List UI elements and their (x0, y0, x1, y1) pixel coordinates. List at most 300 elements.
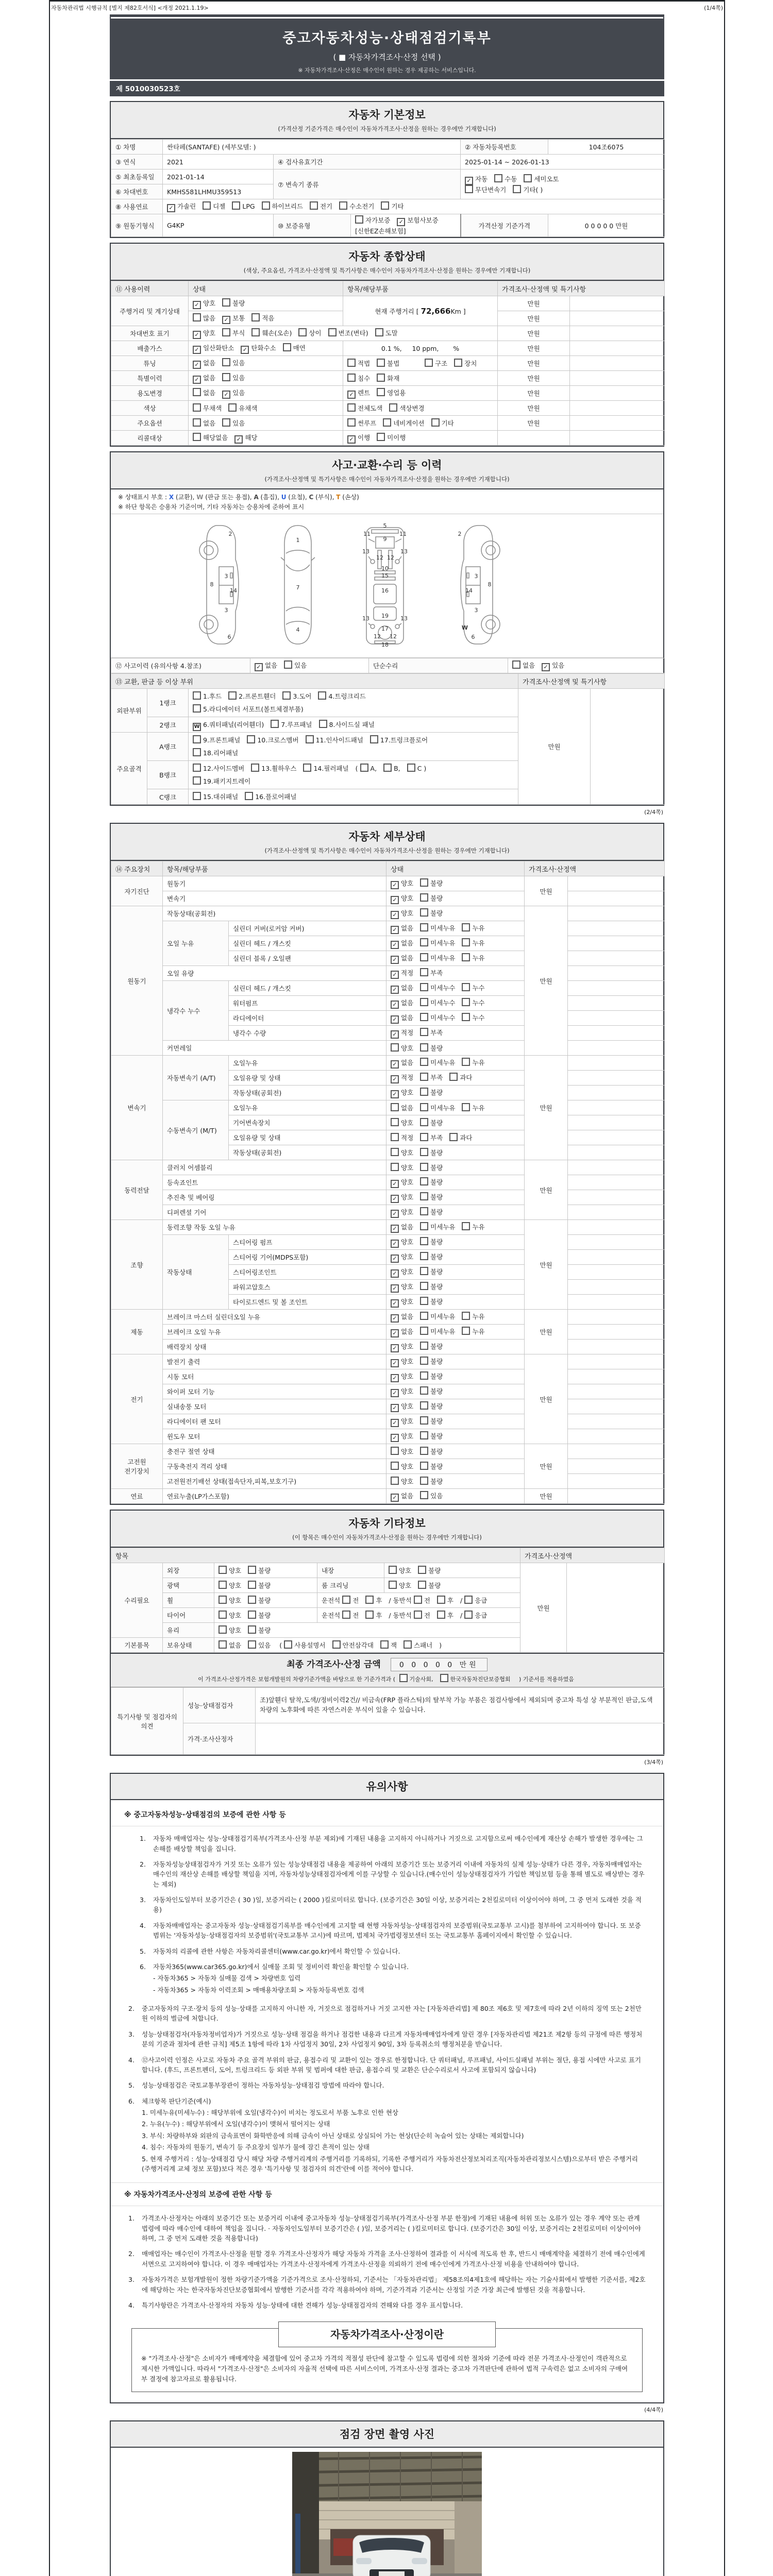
checkbox-option[interactable] (193, 404, 222, 412)
checkbox-option[interactable] (222, 359, 245, 367)
checkbox-option[interactable] (389, 1567, 411, 1574)
checkbox-option[interactable] (449, 1134, 472, 1142)
checkbox[interactable] (262, 201, 270, 210)
checkbox[interactable] (420, 878, 428, 887)
checkbox-option[interactable] (391, 1134, 413, 1142)
checkbox-option[interactable] (418, 1582, 441, 1589)
checkbox-option[interactable] (193, 777, 250, 785)
checkbox[interactable] (347, 418, 356, 427)
checkbox[interactable]: ✓ (193, 301, 201, 309)
checkbox[interactable] (399, 1674, 408, 1682)
checkbox[interactable] (282, 691, 291, 700)
checkbox-option[interactable] (420, 1208, 443, 1216)
checkbox-option[interactable] (193, 749, 238, 757)
checkbox-option[interactable] (420, 1089, 443, 1096)
checkbox-option[interactable] (420, 1104, 455, 1112)
checkbox-option[interactable] (418, 1567, 441, 1574)
checkbox-option[interactable] (420, 999, 455, 1007)
checkbox[interactable]: ✓ (193, 361, 201, 369)
checkbox-option[interactable] (420, 894, 443, 902)
checkbox-option[interactable] (193, 359, 215, 367)
checkbox[interactable] (462, 953, 470, 961)
checkbox[interactable] (319, 720, 327, 728)
checkbox-option[interactable] (342, 1597, 359, 1604)
checkbox[interactable]: ✓ (391, 1494, 399, 1502)
checkbox[interactable] (248, 1611, 256, 1619)
checkbox[interactable] (389, 1566, 397, 1574)
checkbox[interactable] (391, 1447, 399, 1455)
checkbox[interactable]: ✓ (255, 663, 263, 671)
checkbox-option[interactable] (303, 765, 348, 772)
checkbox[interactable]: ✓ (391, 926, 399, 934)
checkbox[interactable] (420, 1207, 428, 1215)
checkbox-option[interactable] (383, 765, 400, 772)
checkbox[interactable] (377, 433, 385, 441)
checkbox-option[interactable] (420, 1178, 443, 1186)
checkbox[interactable]: W (193, 723, 201, 731)
checkbox[interactable] (414, 1596, 422, 1604)
checkbox[interactable] (420, 1013, 428, 1021)
checkbox-option[interactable] (420, 1253, 443, 1261)
checkbox-option[interactable] (306, 736, 363, 744)
checkbox[interactable] (380, 1640, 389, 1649)
checkbox[interactable] (414, 1611, 422, 1619)
checkbox[interactable] (462, 1222, 470, 1230)
checkbox-option[interactable] (248, 1567, 271, 1574)
checkbox[interactable] (420, 1222, 428, 1230)
checkbox-option[interactable] (193, 299, 215, 307)
checkbox-option[interactable] (219, 1626, 241, 1634)
checkbox-option[interactable] (347, 434, 370, 442)
checkbox[interactable] (524, 174, 532, 182)
checkbox[interactable] (193, 792, 201, 800)
checkbox-option[interactable] (262, 202, 303, 210)
checkbox[interactable] (462, 1327, 470, 1335)
checkbox[interactable] (420, 1252, 428, 1260)
checkbox-option[interactable] (380, 1641, 397, 1649)
checkbox[interactable] (462, 1058, 470, 1066)
checkbox[interactable] (271, 720, 279, 728)
checkbox-option[interactable] (391, 1208, 413, 1216)
checkbox-option[interactable] (420, 1149, 443, 1157)
checkbox[interactable] (284, 660, 292, 669)
checkbox-option[interactable] (167, 202, 196, 210)
checkbox[interactable] (420, 923, 428, 931)
checkbox-option[interactable] (365, 1612, 382, 1619)
checkbox[interactable]: ✓ (391, 881, 399, 889)
checkbox-option[interactable] (347, 360, 370, 367)
checkbox[interactable]: ✓ (465, 177, 473, 185)
checkbox-option[interactable] (298, 329, 321, 337)
checkbox[interactable] (420, 1118, 428, 1126)
checkbox[interactable] (391, 1043, 399, 1052)
checkbox-option[interactable] (391, 1358, 413, 1365)
checkbox[interactable] (420, 908, 428, 917)
checkbox-option[interactable] (462, 1223, 484, 1231)
checkbox-option[interactable] (404, 1641, 432, 1649)
checkbox[interactable]: ✓ (391, 971, 399, 979)
checkbox[interactable] (383, 764, 392, 772)
checkbox[interactable] (193, 433, 201, 441)
checkbox[interactable]: ✓ (391, 1195, 399, 1203)
checkbox-option[interactable] (391, 1253, 413, 1261)
checkbox[interactable] (377, 388, 385, 396)
checkbox[interactable] (420, 998, 428, 1006)
checkbox[interactable] (462, 938, 470, 946)
checkbox[interactable]: ✓ (391, 1434, 399, 1442)
checkbox[interactable] (355, 215, 363, 224)
checkbox[interactable] (383, 418, 391, 427)
checkbox-option[interactable] (391, 984, 413, 992)
checkbox-option[interactable] (391, 1193, 413, 1201)
checkbox[interactable] (248, 1625, 256, 1634)
checkbox[interactable]: ✓ (391, 1269, 399, 1278)
checkbox-option[interactable] (377, 360, 399, 367)
checkbox-option[interactable] (462, 954, 484, 962)
checkbox[interactable] (391, 1477, 399, 1485)
checkbox-option[interactable] (193, 329, 215, 337)
checkbox-option[interactable] (347, 404, 382, 412)
checkbox[interactable]: ✓ (347, 391, 356, 399)
checkbox[interactable]: ✓ (391, 1419, 399, 1427)
checkbox-option[interactable] (377, 389, 406, 397)
checkbox-option[interactable] (377, 434, 406, 442)
checkbox-option[interactable] (193, 736, 240, 744)
checkbox[interactable] (303, 764, 311, 772)
checkbox-option[interactable] (222, 314, 245, 322)
checkbox-option[interactable] (248, 1641, 271, 1649)
checkbox-option[interactable] (389, 1582, 411, 1589)
checkbox[interactable] (462, 998, 470, 1006)
checkbox-option[interactable] (391, 1164, 413, 1172)
checkbox[interactable] (222, 418, 230, 427)
checkbox-option[interactable] (420, 1372, 443, 1380)
checkbox-option[interactable] (251, 765, 296, 772)
checkbox[interactable]: ✓ (391, 986, 399, 994)
checkbox-option[interactable] (420, 1492, 443, 1500)
checkbox[interactable] (420, 1088, 428, 1096)
checkbox-option[interactable] (420, 1387, 443, 1395)
checkbox[interactable] (232, 201, 240, 210)
checkbox[interactable] (228, 691, 237, 700)
checkbox-option[interactable] (431, 419, 454, 427)
checkbox-option[interactable] (241, 344, 276, 352)
checkbox-option[interactable] (391, 1044, 413, 1052)
checkbox-option[interactable] (420, 909, 443, 917)
checkbox[interactable] (462, 1312, 470, 1320)
checkbox-option[interactable] (462, 939, 484, 947)
checkbox-option[interactable] (247, 736, 298, 744)
checkbox-option[interactable] (391, 894, 413, 902)
checkbox-option[interactable] (465, 175, 488, 183)
checkbox-option[interactable] (420, 1283, 443, 1291)
checkbox[interactable] (437, 1596, 445, 1604)
checkbox-option[interactable] (377, 375, 399, 382)
checkbox[interactable]: ✓ (391, 1329, 399, 1337)
checkbox-option[interactable] (391, 1014, 413, 1022)
checkbox[interactable]: ✓ (167, 204, 175, 212)
checkbox-option[interactable] (414, 1597, 430, 1604)
checkbox[interactable]: ✓ (391, 1060, 399, 1069)
checkbox[interactable] (462, 923, 470, 931)
checkbox-option[interactable] (360, 765, 377, 772)
checkbox-option[interactable] (245, 793, 296, 801)
checkbox-option[interactable] (248, 1597, 271, 1604)
checkbox-option[interactable] (512, 662, 535, 669)
checkbox[interactable] (420, 1148, 428, 1156)
checkbox-option[interactable] (399, 1676, 433, 1683)
checkbox-option[interactable] (193, 692, 222, 700)
checkbox-option[interactable] (391, 1387, 413, 1395)
checkbox[interactable]: ✓ (542, 663, 550, 671)
checkbox-option[interactable] (193, 765, 244, 772)
checkbox[interactable] (420, 1192, 428, 1200)
checkbox-option[interactable] (464, 1612, 487, 1619)
checkbox-option[interactable] (524, 175, 559, 183)
checkbox[interactable] (203, 201, 211, 210)
checkbox-option[interactable] (420, 1328, 455, 1335)
checkbox-option[interactable] (420, 1223, 455, 1231)
checkbox[interactable] (283, 343, 291, 351)
checkbox[interactable] (193, 764, 201, 772)
checkbox-option[interactable] (420, 1044, 443, 1052)
checkbox[interactable] (462, 1103, 470, 1111)
checkbox-option[interactable] (193, 344, 234, 352)
checkbox-option[interactable] (375, 329, 398, 337)
checkbox-option[interactable] (420, 1463, 443, 1470)
checkbox[interactable] (370, 735, 378, 743)
checkbox[interactable] (318, 691, 326, 700)
checkbox-option[interactable] (219, 1567, 241, 1574)
checkbox-option[interactable] (365, 1597, 382, 1604)
checkbox[interactable] (360, 764, 368, 772)
checkbox[interactable] (391, 1118, 399, 1126)
checkbox-option[interactable] (391, 939, 413, 947)
checkbox-option[interactable] (219, 1582, 241, 1589)
checkbox[interactable] (513, 185, 521, 193)
checkbox[interactable] (420, 1357, 428, 1365)
checkbox-option[interactable] (234, 434, 257, 442)
checkbox[interactable] (391, 1133, 399, 1141)
checkbox-option[interactable] (391, 1089, 413, 1096)
checkbox[interactable] (391, 1462, 399, 1470)
checkbox[interactable] (420, 1477, 428, 1485)
checkbox-option[interactable] (420, 879, 443, 887)
checkbox[interactable] (347, 374, 356, 382)
checkbox[interactable] (222, 328, 230, 336)
checkbox-option[interactable] (355, 216, 390, 224)
checkbox-option[interactable] (420, 954, 455, 962)
checkbox-option[interactable] (391, 1223, 413, 1231)
checkbox-option[interactable] (420, 939, 455, 947)
checkbox[interactable] (247, 735, 255, 743)
checkbox-option[interactable] (284, 662, 307, 669)
checkbox[interactable]: ✓ (391, 1374, 399, 1382)
checkbox-option[interactable] (420, 1298, 443, 1306)
checkbox[interactable] (420, 1163, 428, 1171)
checkbox-option[interactable] (420, 1164, 443, 1172)
checkbox[interactable] (219, 1596, 227, 1604)
checkbox[interactable] (454, 359, 462, 367)
checkbox[interactable] (248, 1640, 256, 1649)
checkbox-option[interactable] (391, 1402, 413, 1410)
checkbox-option[interactable] (193, 389, 215, 397)
checkbox[interactable] (420, 968, 428, 976)
checkbox-option[interactable] (222, 329, 245, 337)
checkbox[interactable] (420, 1386, 428, 1395)
checkbox[interactable]: ✓ (391, 896, 399, 904)
checkbox-option[interactable] (328, 329, 368, 337)
checkbox[interactable]: ✓ (391, 1180, 399, 1188)
checkbox-option[interactable] (420, 1074, 443, 1081)
checkbox-option[interactable] (407, 765, 427, 772)
checkbox-option[interactable] (391, 1283, 413, 1291)
checkbox[interactable] (377, 374, 385, 382)
checkbox-option[interactable] (465, 186, 506, 194)
checkbox[interactable]: ✓ (193, 331, 201, 339)
checkbox[interactable] (437, 1611, 445, 1619)
checkbox[interactable]: ✓ (241, 346, 249, 354)
checkbox[interactable] (251, 764, 259, 772)
checkbox-option[interactable] (420, 1417, 443, 1425)
checkbox-option[interactable] (420, 1268, 443, 1276)
checkbox-option[interactable] (420, 1432, 443, 1440)
checkbox-option[interactable] (420, 1029, 443, 1037)
checkbox[interactable]: ✓ (391, 1015, 399, 1024)
checkbox[interactable] (251, 313, 260, 321)
checkbox[interactable]: ✓ (391, 956, 399, 964)
checkbox[interactable]: ✓ (193, 376, 201, 384)
checkbox[interactable]: ✓ (391, 1404, 399, 1412)
checkbox[interactable] (310, 201, 318, 210)
checkbox[interactable]: ✓ (222, 316, 230, 324)
checkbox-option[interactable] (464, 1597, 487, 1604)
checkbox[interactable] (284, 1640, 292, 1649)
checkbox-option[interactable] (251, 329, 292, 337)
checkbox-option[interactable] (420, 1134, 443, 1142)
checkbox[interactable] (193, 748, 201, 756)
checkbox[interactable]: ✓ (391, 1030, 399, 1039)
checkbox[interactable] (193, 776, 201, 785)
checkbox-option[interactable] (222, 374, 245, 382)
checkbox[interactable] (251, 328, 260, 336)
checkbox-option[interactable] (248, 1626, 271, 1634)
checkbox[interactable] (391, 1148, 399, 1156)
checkbox[interactable] (306, 735, 314, 743)
checkbox[interactable] (365, 1611, 374, 1619)
checkbox[interactable] (420, 1342, 428, 1350)
checkbox-option[interactable] (437, 1597, 453, 1604)
checkbox-option[interactable] (391, 1372, 413, 1380)
checkbox[interactable] (420, 953, 428, 961)
checkbox-option[interactable] (370, 736, 428, 744)
checkbox[interactable] (420, 1371, 428, 1380)
checkbox-option[interactable] (193, 419, 215, 427)
checkbox[interactable] (440, 1674, 448, 1682)
checkbox[interactable] (193, 704, 201, 713)
checkbox[interactable] (219, 1625, 227, 1634)
checkbox[interactable] (420, 1103, 428, 1111)
checkbox-option[interactable] (193, 721, 264, 728)
checkbox[interactable] (462, 1013, 470, 1021)
checkbox[interactable] (193, 735, 201, 743)
checkbox[interactable] (342, 1596, 350, 1604)
checkbox-option[interactable] (391, 1328, 413, 1335)
checkbox[interactable] (365, 1596, 374, 1604)
checkbox[interactable] (431, 418, 440, 427)
checkbox[interactable]: ✓ (391, 1225, 399, 1233)
checkbox[interactable] (420, 1297, 428, 1305)
checkbox[interactable] (420, 1312, 428, 1320)
checkbox-option[interactable] (318, 692, 365, 700)
checkbox-option[interactable] (271, 721, 312, 728)
checkbox-option[interactable] (332, 1641, 374, 1649)
checkbox-option[interactable] (228, 692, 276, 700)
checkbox-option[interactable] (391, 879, 413, 887)
checkbox-option[interactable] (391, 1119, 413, 1127)
checkbox-option[interactable] (222, 419, 245, 427)
checkbox-option[interactable] (383, 419, 424, 427)
checkbox[interactable]: ✓ (222, 391, 230, 399)
checkbox-option[interactable] (425, 360, 447, 367)
checkbox[interactable] (193, 691, 201, 700)
checkbox[interactable] (420, 1028, 428, 1036)
checkbox[interactable] (420, 893, 428, 902)
checkbox[interactable] (420, 1327, 428, 1335)
checkbox-option[interactable] (391, 969, 413, 977)
checkbox-option[interactable] (391, 1478, 413, 1485)
checkbox-option[interactable] (462, 1014, 484, 1022)
checkbox-option[interactable] (193, 793, 238, 801)
checkbox-option[interactable] (391, 924, 413, 932)
checkbox[interactable]: ✓ (391, 1090, 399, 1098)
checkbox[interactable] (298, 328, 307, 336)
checkbox-option[interactable] (420, 984, 455, 992)
checkbox[interactable] (449, 1133, 458, 1141)
checkbox[interactable] (219, 1640, 227, 1649)
checkbox-option[interactable] (232, 202, 255, 210)
checkbox[interactable] (465, 185, 473, 193)
checkbox-option[interactable] (391, 1074, 413, 1081)
checkbox[interactable] (391, 1163, 399, 1171)
checkbox[interactable] (462, 983, 470, 991)
checkbox-option[interactable] (420, 1238, 443, 1246)
checkbox-option[interactable] (391, 1298, 413, 1306)
checkbox[interactable] (464, 1611, 473, 1619)
checkbox[interactable] (418, 1566, 426, 1574)
checkbox-option[interactable] (282, 692, 311, 700)
checkbox-option[interactable] (342, 1612, 359, 1619)
checkbox[interactable] (464, 1596, 473, 1604)
checkbox[interactable]: ✓ (391, 1314, 399, 1323)
checkbox[interactable]: ✓ (391, 1284, 399, 1293)
checkbox[interactable] (219, 1566, 227, 1574)
checkbox-option[interactable] (193, 314, 215, 322)
checkbox[interactable] (193, 388, 201, 396)
checkbox-option[interactable] (391, 1029, 413, 1037)
checkbox[interactable] (420, 1237, 428, 1245)
checkbox[interactable] (339, 201, 347, 210)
checkbox-option[interactable] (420, 969, 443, 977)
checkbox-option[interactable] (420, 1313, 455, 1320)
checkbox[interactable] (407, 764, 415, 772)
checkbox[interactable] (332, 1640, 341, 1649)
checkbox-option[interactable] (283, 344, 306, 352)
checkbox-option[interactable] (347, 375, 370, 382)
checkbox-option[interactable] (391, 1313, 413, 1320)
checkbox[interactable] (389, 1581, 397, 1589)
checkbox-option[interactable] (193, 434, 228, 442)
